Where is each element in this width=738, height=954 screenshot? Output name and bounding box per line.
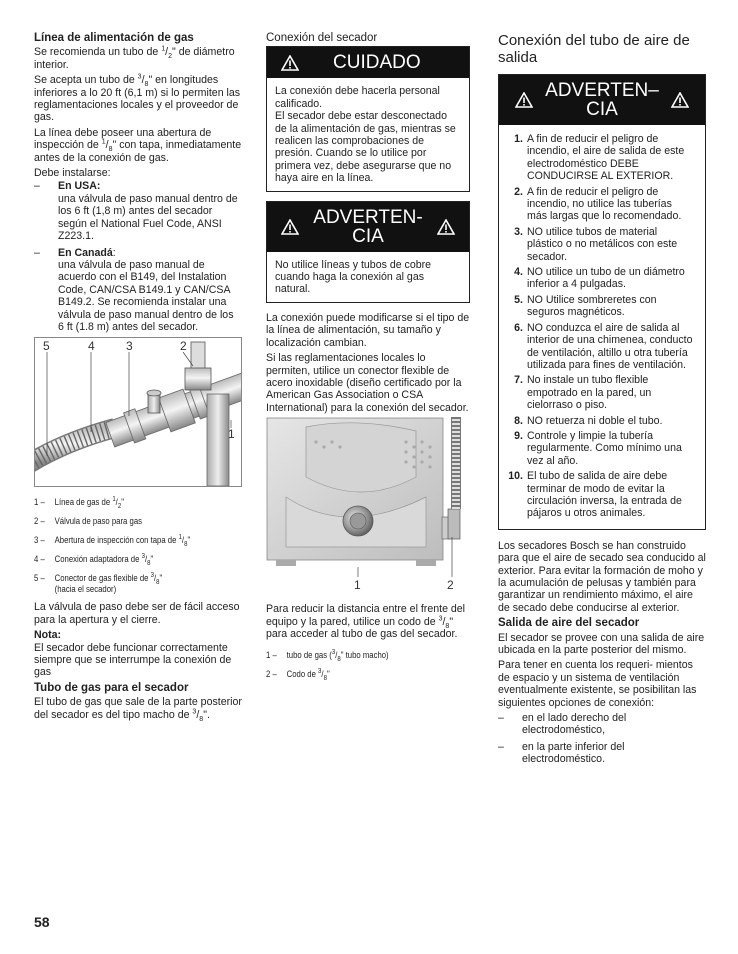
list-item: 9. Controle y limpie la tubería regularmente. Como mínimo una vez al año. [514,429,682,467]
note-text: El secador debe funcionar correctamente siempre que se interrumpe la conexión de gas [34,641,232,679]
figure-legend [34,497,213,595]
list-item-option-right: – en el lado derecho del electrodoméstico, [498,712,627,737]
heading-exhaust-duct: Conexión del tubo de aire de salida [498,32,690,66]
column-exhaust-duct [498,32,706,770]
list-item: 10. El tubo de salida de aire debe terminar de modo de evitar la circulación inversa, la entrada de pájaros u otros animales. [508,470,682,520]
gas-valve-illustration [35,338,241,486]
warning-box [498,74,706,530]
list-item: 6. NO conduzca el aire de salida al interior de una chimenea, conducto de ventilación, altillo u otra tubería utilizada para fines de ventilación. [514,321,693,371]
list-item: 4. NO utilice un tubo de un diámetro inferior a 4 pulgadas. [514,266,685,291]
paragraph: El tubo de gas que sale de la parte posterior del secador es del tipo macho de $^3/_8$". [34,696,242,723]
legend-item: 3 – Abertura de inspección con tapa de $^1/_8$" [34,534,191,549]
inspection-cap [147,390,161,413]
figure-label-5: 5 [43,339,50,354]
legend-item: 1 – tubo de gas ($^3/_8$" tubo macho) [266,649,389,664]
caution-title: CUIDADO [333,52,421,74]
figure-legend [266,649,441,683]
caution-text: La conexión debe hacerla personal calificado. El secador debe estar desconectado de la alimentación de gas, mientras se realicen las comprobaciones de presión. Cuando se lo utilice por primera vez, debe asegurarse que no haya aire en la línea. [275,85,456,185]
figure-label-2: 2 [180,339,187,354]
paragraph: Los secadores Bosch se han construido para que el aire de secado sea conducido al exterior. Para evitar la formación de moho y la acumulación de pelusas y también para garantizar un rendimiento máximo, el aire de secado debe conducirse al exterior. [498,539,706,614]
figure-label-1: 1 [354,578,361,593]
page-number: 58 [34,914,50,930]
paragraph: Para tener en cuenta los requeri- mientos de espacio y un sistema de ventilación eventualmente existente, se posibilitan las siguientes opciones de conexión: [498,659,697,709]
legend-item: 4 – Conexión adaptadora de $^3/_8$" [34,553,154,568]
list-item: 3. NO utilice tubos de material plástico o no metálicos con este secador. [514,225,678,263]
legend-item: 1 – Línea de gas de $^1/_2$" [34,496,124,511]
warning-title: ADVERTEN– CIA [545,80,659,120]
paragraph: Si las reglamentaciones locales lo permiten, utilice un conector flexible de acero inoxidable (diseño certificado por la American Gas Association o CSA International) para la conexión del secador. [266,352,469,414]
warning-list [499,125,705,529]
paragraph: Se acepta un tubo de $^3/_8$" en longitudes inferiores a lo 20 ft (6,1 m) si lo permiten las reglamentaciones locales y el proveedor de gas. [34,73,241,124]
warning-text: No utilice líneas y tubos de cobre cuando haga la conexión al gas natural. [275,258,432,296]
legend-item: 5 – Conector de gas flexible de $^3/_8$" (hacia el secador) [34,572,163,595]
warning-header [499,75,705,125]
warning-title: ADVERTEN- CIA [313,206,423,247]
list-item-option-bottom: – en la parte inferior del electrodoméstico. [498,740,625,766]
figure-label-3: 3 [126,339,133,354]
warning-triangle-icon [515,92,533,108]
warning-triangle-icon [281,219,299,235]
note-label: Nota: [34,629,62,642]
vertical-pipe [207,394,229,486]
list-item-canada: – En Canadá: una válvula de paso manual de acuerdo con el B149, del Instalation Code, CAN/CSA B149.1 y CAN/CSA B149.2. Se recomienda instalar una válvula de paso manual dentro de los 6 ft (1.8 m) antes del secador. [34,246,234,333]
paragraph: Se recomienda un tubo de $^1/_2$" de diámetro interior. [34,45,235,71]
list-item: 5. NO Utilice sombreretes con seguros magnéticos. [514,293,657,319]
heading-gas-line: Línea de alimentación de gas [34,32,194,44]
figure-label-1: 1 [228,427,235,442]
warning-triangle-icon [437,219,455,235]
heading-dryer-connection: Conexión del secador [266,32,378,44]
paragraph: La línea debe poseer una abertura de inspección de $^1/_8$" con tapa, inmediatamente antes de la conexión de gas. [34,126,242,164]
dryer-back-illustration [266,417,472,595]
paragraph: Debe instalarse: [34,167,111,180]
list-item: 7. No instale un tubo flexible empotrado en la pared, un cielorraso o piso. [514,374,652,412]
warning-header [267,202,469,252]
heading-dryer-gas-pipe: Tubo de gas para el secador [34,681,189,694]
paragraph: La conexión puede modificarse si el tipo de la línea de alimentación, su tamaño y localización cambian. [266,311,470,349]
elbow [448,509,460,539]
column-dryer-connection [266,32,470,688]
gas-valve-figure [34,337,242,487]
paragraph: La válvula de paso debe ser de fácil acceso para la apertura y el cierre. [34,601,240,626]
warning-triangle-icon [281,55,299,71]
heading-dryer-exhaust: Salida de aire del secador [498,617,640,630]
legend-item: 2 – Codo de $^3/_8$" [266,668,330,683]
list-item-usa: – En USA: una válvula de paso manual dentro de los 6 ft (1,8 m) antes del secador según el National Fuel Code, ANSI Z223.1. [34,180,238,243]
list-item: 8. NO retuerza ni doble el tubo. [514,414,663,427]
paragraph: Para reducir la distancia entre el frente del equipo y la pared, utilice un codo de $^3/_8$" para acceder al tubo de gas del secador. [266,603,466,640]
column-gas-line [34,32,242,724]
figure-label-4: 4 [88,339,95,354]
shutoff-valve [185,342,211,390]
caution-header [267,47,469,78]
list-item: 2. A fin de reducir el peligro de incendio, no utilice las tuberías más largas que lo recomendado. [514,185,682,223]
caution-box [266,46,470,191]
list-item: 1. A fin de reducir el peligro de incendio, el aire de salida de este electrodoméstico DEBE CONDUCIRSE AL EXTERIOR. [514,133,685,183]
warning-box [266,201,470,303]
figure-label-2: 2 [447,578,454,593]
legend-item: 2 – Válvula de paso para gas [34,516,142,527]
paragraph: El secador se provee con una salida de aire ubicada en la parte posterior del mismo. [498,631,705,657]
warning-triangle-icon [671,92,689,108]
dryer-back-figure [266,417,472,595]
